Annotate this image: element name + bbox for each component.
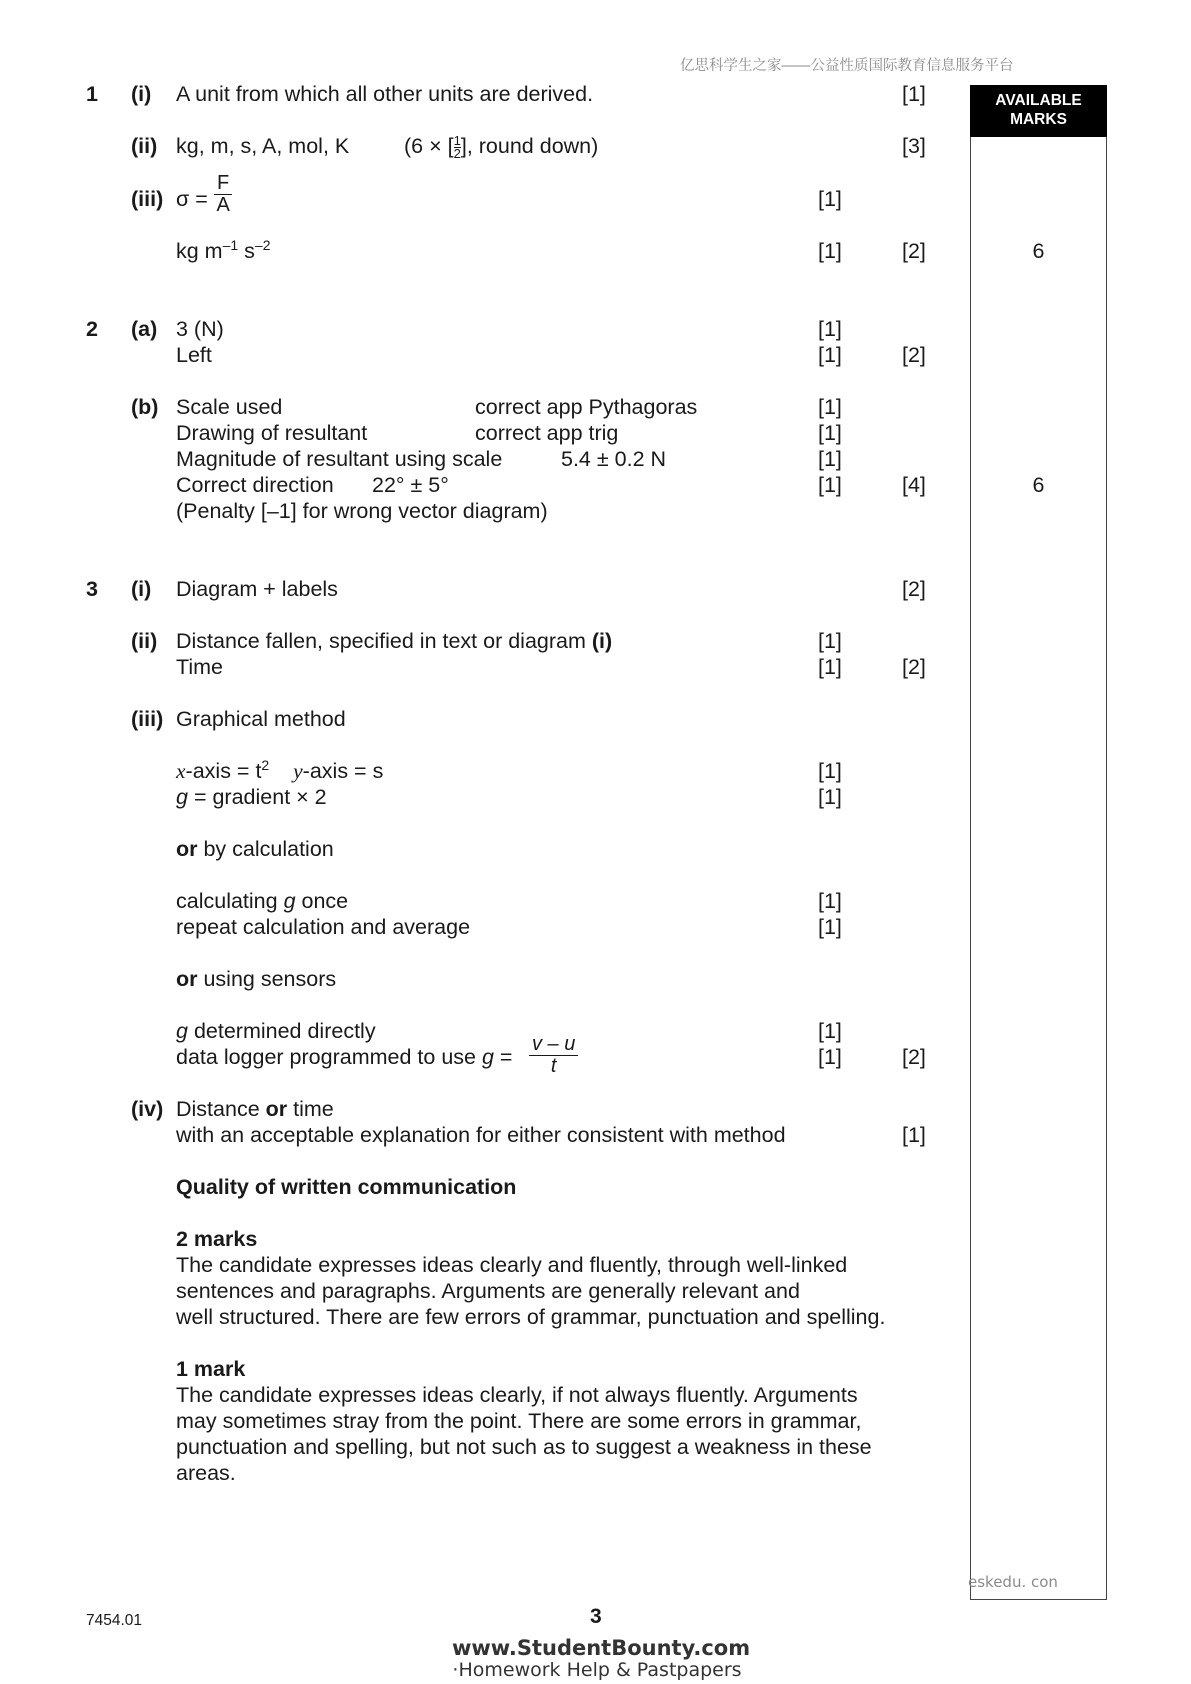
q1-unit-mark: [1] — [818, 239, 842, 263]
q2-a-mark-1: [1] — [818, 317, 842, 341]
q1-part-i-label: (i) — [131, 82, 152, 106]
q3-part-ii-label: (ii) — [131, 629, 158, 653]
q1-part-iii-label: (iii) — [131, 187, 164, 211]
q3-graph-axes: x-axis = $t^2$ y-axis = s — [176, 756, 384, 783]
half-fraction: $\frac{1}{2}$ — [453, 132, 461, 161]
paper-code: 7454.01 — [86, 1612, 143, 1629]
header-line-2: MARKS — [1010, 111, 1067, 128]
qwc-2-marks-line-3: well structured. There are few errors of grammar, punctuation and spelling. — [176, 1305, 886, 1329]
qwc-1-mark-line-2: may sometimes stray from the point. There are some errors in grammar, — [176, 1409, 862, 1433]
q3-calc-mark-2: [1] — [818, 915, 842, 939]
q3-graph-mark-1: [1] — [818, 759, 842, 783]
q2-b-row-4-left: Correct direction — [176, 473, 334, 497]
question-number-3: 3 — [86, 577, 98, 601]
q1-part-iii-mark: [1] — [818, 187, 842, 211]
q1-part-i-mark: [1] — [902, 82, 926, 106]
qwc-heading: Quality of written communication — [176, 1175, 517, 1199]
q2-a-mark-2: [1] — [818, 343, 842, 367]
acceleration-fraction: $\frac{v - u}{t}$ — [529, 1034, 578, 1077]
logo-line-1: www.StudentBounty.com — [452, 1636, 751, 1660]
q2-b-penalty: (Penalty [–1] for wrong vector diagram) — [176, 499, 548, 523]
q3-or-calculation: or by calculation — [176, 837, 334, 861]
q3-iv-mark: [1] — [902, 1123, 926, 1147]
qwc-1-mark-line-4: areas. — [176, 1461, 236, 1485]
stress-fraction: $\frac{F}{A}$ — [214, 173, 232, 216]
q3-part-i-mark: [2] — [902, 577, 926, 601]
q3-iv-line-2: with an acceptable explanation for either consistent with method — [176, 1123, 786, 1147]
qwc-2-marks-heading: 2 marks — [176, 1227, 258, 1251]
q2-available-marks: 6 — [1032, 473, 1045, 497]
page-number: 3 — [590, 1605, 602, 1628]
available-marks-column — [970, 85, 1107, 1600]
q2-a-total: [2] — [902, 343, 926, 367]
stress-symbol: σ = — [176, 187, 208, 211]
logo-line-2: ·Homework Help & Pastpapers — [452, 1659, 742, 1681]
q1-part-ii-label: (ii) — [131, 134, 158, 158]
q3-ii-mark-2: [1] — [818, 655, 842, 679]
q3-calc-mark-1: [1] — [818, 889, 842, 913]
q3-part-i-label: (i) — [131, 577, 152, 601]
qwc-2-marks-line-2: sentences and paragraphs. Arguments are generally relevant and — [176, 1279, 800, 1303]
q3-ii-line-2: Time — [176, 655, 223, 679]
available-marks-header — [970, 85, 1107, 137]
q2-part-a-label: (a) — [131, 317, 158, 341]
q1-part-ii-text: kg, m, s, A, mol, K — [176, 134, 350, 158]
watermark-header: 亿思科学生之家——公益性质国际教育信息服务平台 — [680, 58, 1014, 74]
q2-part-b-label: (b) — [131, 395, 159, 419]
q3-calc-line-2: repeat calculation and average — [176, 915, 471, 939]
question-number-2: 2 — [86, 317, 98, 341]
q3-graph-mark-2: [1] — [818, 785, 842, 809]
qwc-2-marks-line-1: The candidate expresses ideas clearly and fluently, through well-linked — [176, 1253, 848, 1277]
q2-b-row-3-mark: [1] — [818, 447, 842, 471]
q3-iii-total: [2] — [902, 1045, 926, 1069]
q2-b-row-1-left: Scale used — [176, 395, 283, 419]
q2-b-row-2-right: correct app trig — [475, 421, 619, 445]
q1-part-ii-note: (6 × [ $\frac{1}{2}$ ], round down) — [404, 132, 599, 161]
q2-b-row-1-right: correct app Pythagoras — [475, 395, 698, 419]
q2-b-row-2-left: Drawing of resultant — [176, 421, 368, 445]
q2-b-row-4-mark: [1] — [818, 473, 842, 497]
q1-part-i-text: A unit from which all other units are derived. — [176, 82, 594, 106]
q2-b-row-1-mark: [1] — [818, 395, 842, 419]
qwc-1-mark-line-3: punctuation and spelling, but not such as to suggest a weakness in these — [176, 1435, 872, 1459]
q2-b-total: [4] — [902, 473, 926, 497]
q2-b-row-2-mark: [1] — [818, 421, 842, 445]
q3-part-i-text: Diagram + labels — [176, 577, 338, 601]
studentbounty-logo — [452, 1636, 751, 1681]
q3-sensor-line-1: g determined directly — [176, 1019, 376, 1043]
qwc-1-mark-heading: 1 mark — [176, 1357, 246, 1381]
watermark-footer: eskedu. con — [968, 1573, 1058, 1591]
header-line-1: AVAILABLE — [995, 92, 1082, 109]
question-number-1: 1 — [86, 82, 98, 106]
q2-a-line-1: 3 (N) — [176, 317, 224, 341]
q3-graph-gradient: g = gradient × 2 — [176, 785, 327, 809]
q3-sensor-mark-2: [1] — [818, 1045, 842, 1069]
q3-sensor-line-2: data logger programmed to use g = — [176, 1045, 513, 1069]
q3-sensor-mark-1: [1] — [818, 1019, 842, 1043]
q3-ii-total: [2] — [902, 655, 926, 679]
q2-b-row-3-right: 5.4 ± 0.2 N — [561, 447, 667, 471]
q3-iii-heading: Graphical method — [176, 707, 346, 731]
q1-unit: kg $m^{-1}$ $s^{-2}$ — [176, 236, 271, 263]
qwc-1-mark-line-1: The candidate expresses ideas clearly, if not always fluently. Arguments — [176, 1383, 858, 1407]
q3-iv-line-1: Distance or time — [176, 1097, 334, 1121]
q1-part-ii-mark: [3] — [902, 134, 926, 158]
q3-part-ii-text: Distance fallen, specified in text or diagram (i) — [176, 629, 613, 653]
q3-calc-line-1: calculating g once — [176, 889, 349, 913]
q1-available-marks: 6 — [1032, 239, 1045, 263]
q1-total-mark: [2] — [902, 239, 926, 263]
q2-b-row-3-left: Magnitude of resultant using scale — [176, 447, 503, 471]
q3-or-sensors: or using sensors — [176, 967, 337, 991]
q3-part-iv-label: (iv) — [131, 1097, 164, 1121]
q2-a-line-2: Left — [176, 343, 212, 367]
q3-ii-mark-1: [1] — [818, 629, 842, 653]
q2-b-row-4-right: 22° ± 5° — [372, 473, 449, 497]
q3-part-iii-label: (iii) — [131, 707, 164, 731]
